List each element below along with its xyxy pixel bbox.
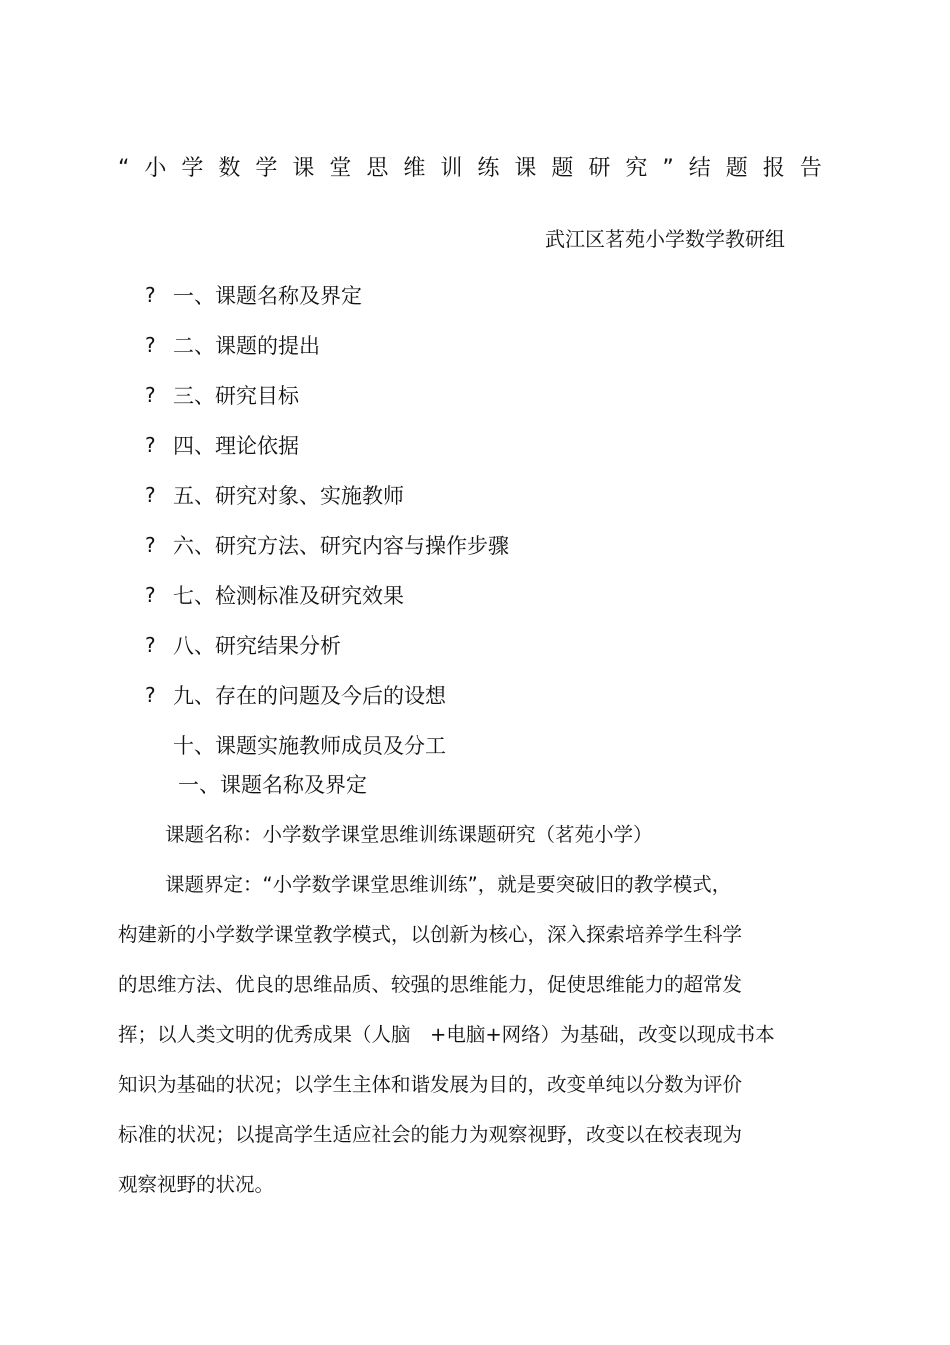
toc-label: 三、研究目标 <box>173 384 299 408</box>
toc-item <box>145 620 509 670</box>
toc-label: 二、课题的提出 <box>173 334 320 358</box>
table-of-contents <box>145 270 509 770</box>
toc-item <box>145 470 509 520</box>
topic-name-line: 课题名称：小学数学课堂思维训练课题研究（茗苑小学） <box>165 823 653 846</box>
author-line: 武江区茗苑小学数学教研组 <box>545 227 785 251</box>
section-heading: 一、课题名称及界定 <box>178 773 367 797</box>
definition-line: 构建新的小学数学课堂教学模式，以创新为核心，深入探索培养学生科学 <box>118 923 743 946</box>
definition-line: 标准的状况；以提高学生适应社会的能力为观察视野，改变以在校表现为 <box>118 1123 743 1146</box>
toc-bullet: ? <box>145 683 156 707</box>
definition-line: 挥；以人类文明的优秀成果（人脑 +电脑+网络）为基础，改变以现成书本 <box>118 1023 775 1046</box>
toc-label: 一、课题名称及界定 <box>173 284 362 308</box>
toc-bullet: ? <box>145 433 156 457</box>
toc-bullet: ? <box>145 633 156 657</box>
toc-item <box>145 320 509 370</box>
toc-item <box>145 570 509 620</box>
toc-bullet: ? <box>145 283 156 307</box>
toc-item <box>145 270 509 320</box>
toc-label: 六、研究方法、研究内容与操作步骤 <box>173 534 509 558</box>
toc-label: 八、研究结果分析 <box>173 634 341 658</box>
definition-line: 的思维方法、优良的思维品质、较强的思维能力，促使思维能力的超常发 <box>118 973 743 996</box>
definition-line: 课题界定：“小学数学课堂思维训练”，就是要突破旧的教学模式， <box>165 873 732 896</box>
toc-label: 五、研究对象、实施教师 <box>173 484 404 508</box>
toc-item <box>145 720 509 770</box>
definition-line: 观察视野的状况。 <box>118 1173 275 1196</box>
toc-bullet: ? <box>145 333 156 357</box>
toc-bullet: ? <box>145 383 156 407</box>
toc-label: 十、课题实施教师成员及分工 <box>173 734 446 758</box>
toc-bullet: ? <box>145 533 156 557</box>
toc-label: 四、理论依据 <box>173 434 299 458</box>
toc-label: 九、存在的问题及今后的设想 <box>173 684 446 708</box>
toc-label: 七、检测标准及研究效果 <box>173 584 404 608</box>
toc-item <box>145 670 509 720</box>
toc-item <box>145 420 509 470</box>
definition-line: 知识为基础的状况；以学生主体和谐发展为目的，改变单纯以分数为评价 <box>118 1073 743 1096</box>
toc-bullet: ? <box>145 483 156 507</box>
toc-item <box>145 370 509 420</box>
document-title: “小学数学课堂思维训练课题研究”结题报告 <box>118 156 837 181</box>
toc-bullet: ? <box>145 583 156 607</box>
toc-item <box>145 520 509 570</box>
